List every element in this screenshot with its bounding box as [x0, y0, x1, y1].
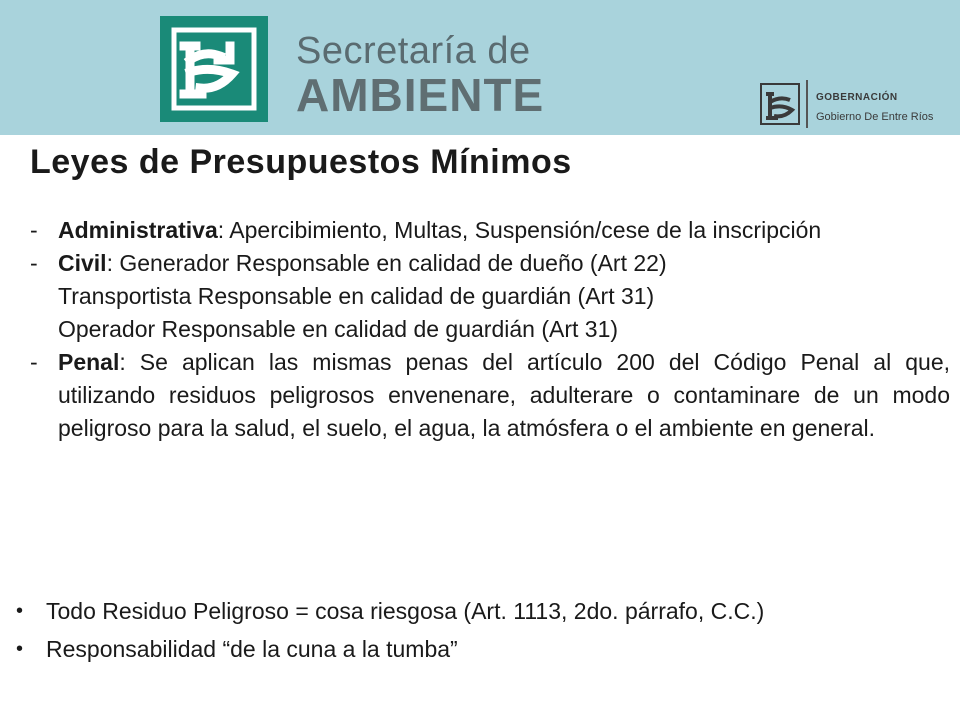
list-item-penal — [30, 346, 950, 445]
list-item-administrativa — [30, 214, 950, 247]
bullet-item — [16, 630, 946, 668]
item-label: Administrativa — [58, 217, 218, 243]
dash-marker: - — [30, 217, 38, 243]
item-text: : Generador Responsable en calidad de dueño (Art 22) — [106, 250, 667, 276]
divider — [806, 80, 808, 128]
bullet-list — [16, 592, 946, 668]
bullet-dot-icon: • — [16, 638, 24, 660]
bullet-text: Todo Residuo Peligroso = cosa riesgosa (Art. 1113, 2do. párrafo, C.C.) — [46, 598, 765, 624]
dash-marker: - — [30, 250, 38, 276]
bullet-dot-icon: • — [16, 600, 24, 622]
brand-line-1: Secretaría de — [296, 30, 531, 72]
civil-sub-line: Transportista Responsable en calidad de guardián (Art 31) — [58, 283, 655, 309]
dash-list — [30, 214, 950, 445]
bullet-item — [16, 592, 946, 630]
item-text: : Apercibimiento, Multas, Suspensión/cese de la inscripción — [217, 217, 822, 243]
civil-sub-line: Operador Responsable en calidad de guardián (Art 31) — [58, 316, 619, 342]
dash-marker: - — [30, 349, 38, 375]
gobierno-label: Gobierno De Entre Ríos — [816, 111, 934, 123]
gobernacion-logo-icon — [760, 74, 802, 128]
secretaria-logo-icon — [160, 16, 268, 122]
bullet-text: Responsabilidad “de la cuna a la tumba” — [46, 636, 458, 662]
slide-title: Leyes de Presupuestos Mínimos — [30, 143, 572, 181]
item-text: : Se aplican las mismas penas del artículo 200 del Código Penal al que, utilizando residuos peligrosos envenenare, adulterare o contaminare de un modo peligroso para la salud, el suelo, el agua, la atmósfera o el ambiente en general. — [58, 349, 950, 441]
brand-line-2: AMBIENTE — [296, 69, 545, 121]
header-banner — [0, 0, 960, 135]
item-label: Civil — [58, 250, 107, 276]
list-item-civil — [30, 247, 950, 280]
item-label: Penal — [58, 349, 120, 375]
gobernacion-label: GOBERNACIÓN — [816, 92, 898, 103]
